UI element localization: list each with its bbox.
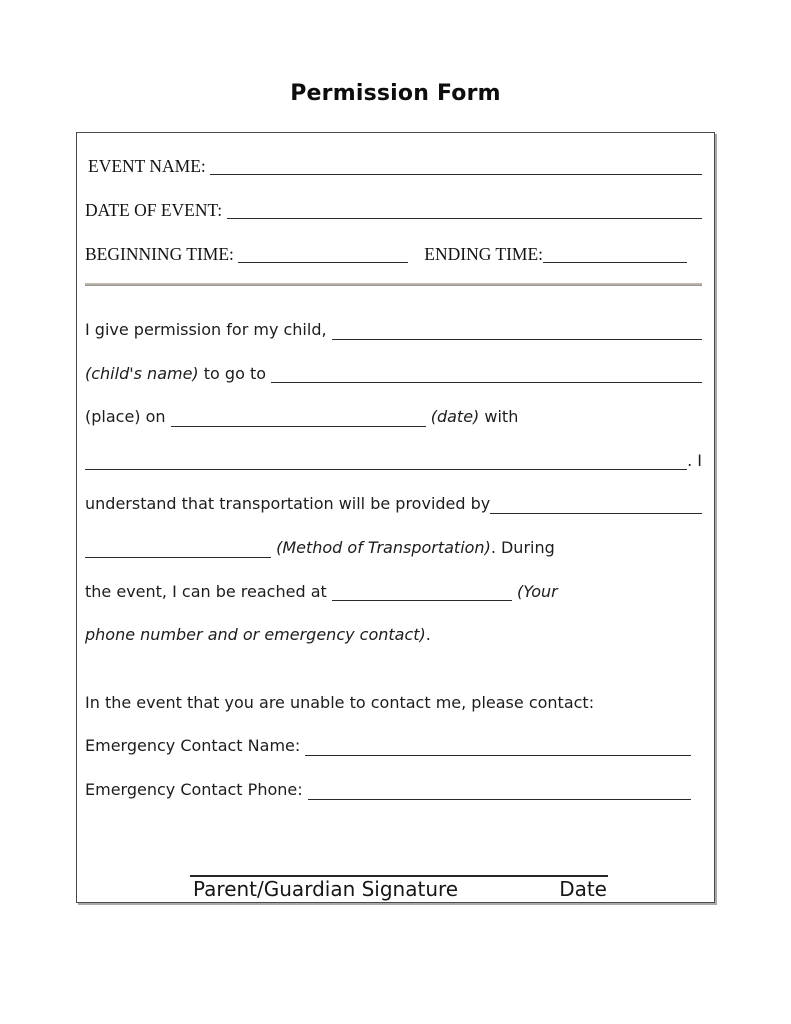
body-text: . During bbox=[490, 537, 555, 557]
permission-statement bbox=[85, 308, 702, 657]
body-line-3 bbox=[85, 395, 702, 439]
event-name-blank-line bbox=[210, 174, 702, 175]
phone-hint-start: (Your bbox=[511, 581, 558, 601]
child-name-blank-line bbox=[332, 339, 702, 340]
body-text: In the event that you are unable to contact me, please contact: bbox=[85, 692, 595, 712]
emergency-contact-phone-row bbox=[85, 768, 702, 812]
parent-guardian-signature-label: Parent/Guardian Signature bbox=[193, 876, 459, 901]
emergency-contact-section bbox=[85, 681, 702, 812]
transportation-blank-line-2 bbox=[85, 557, 271, 558]
emergency-contact-name-blank-line bbox=[305, 755, 691, 756]
field-row-event-name bbox=[85, 144, 702, 188]
transportation-blank-line-1 bbox=[490, 513, 702, 514]
date-blank-line bbox=[171, 426, 426, 427]
signature-labels-row bbox=[190, 877, 608, 901]
body-text: to go to bbox=[198, 363, 272, 383]
ending-time-label: ENDING TIME: bbox=[424, 244, 544, 264]
body-text: with bbox=[479, 407, 519, 427]
emergency-contact-name-row bbox=[85, 724, 702, 768]
transportation-method-hint: (Method of Transportation) bbox=[271, 537, 491, 557]
beginning-time-label: BEGINNING TIME: bbox=[85, 244, 239, 264]
child-name-hint: (child's name) bbox=[85, 363, 199, 383]
place-blank-line bbox=[271, 382, 702, 383]
body-text: . bbox=[425, 625, 431, 645]
body-line-5 bbox=[85, 482, 702, 526]
body-line-4 bbox=[85, 439, 702, 483]
emergency-contact-name-label: Emergency Contact Name: bbox=[85, 736, 306, 756]
body-text: . I bbox=[687, 450, 702, 470]
section-divider bbox=[85, 283, 702, 286]
body-text: understand that transportation will be provided by bbox=[85, 494, 491, 514]
body-line-8 bbox=[85, 613, 702, 657]
place-hint: (place) on bbox=[85, 407, 171, 427]
date-of-event-blank-line bbox=[227, 218, 702, 219]
body-line-7 bbox=[85, 570, 702, 614]
emergency-contact-phone-label: Emergency Contact Phone: bbox=[85, 779, 308, 799]
body-line-6 bbox=[85, 526, 702, 570]
emergency-intro-line bbox=[85, 681, 702, 725]
permission-form-box bbox=[76, 132, 715, 903]
body-text: the event, I can be reached at bbox=[85, 581, 332, 601]
date-hint: (date) bbox=[425, 407, 480, 427]
phone-hint-end: phone number and or emergency contact) bbox=[85, 625, 426, 645]
companion-blank-line bbox=[85, 469, 687, 470]
ending-time-blank-line bbox=[543, 262, 687, 263]
field-row-times bbox=[85, 232, 702, 276]
date-of-event-label: DATE OF EVENT: bbox=[85, 200, 227, 220]
emergency-contact-phone-blank-line bbox=[308, 799, 691, 800]
date-label: Date bbox=[559, 876, 607, 901]
event-name-label: EVENT NAME: bbox=[88, 156, 211, 176]
field-row-date-of-event bbox=[85, 188, 702, 232]
phone-blank-line bbox=[332, 600, 512, 601]
page-title: Permission Form bbox=[290, 81, 501, 106]
body-text: I give permission for my child, bbox=[85, 320, 332, 339]
body-line-1 bbox=[85, 308, 702, 352]
body-line-2 bbox=[85, 352, 702, 396]
beginning-time-blank-line bbox=[238, 262, 408, 263]
